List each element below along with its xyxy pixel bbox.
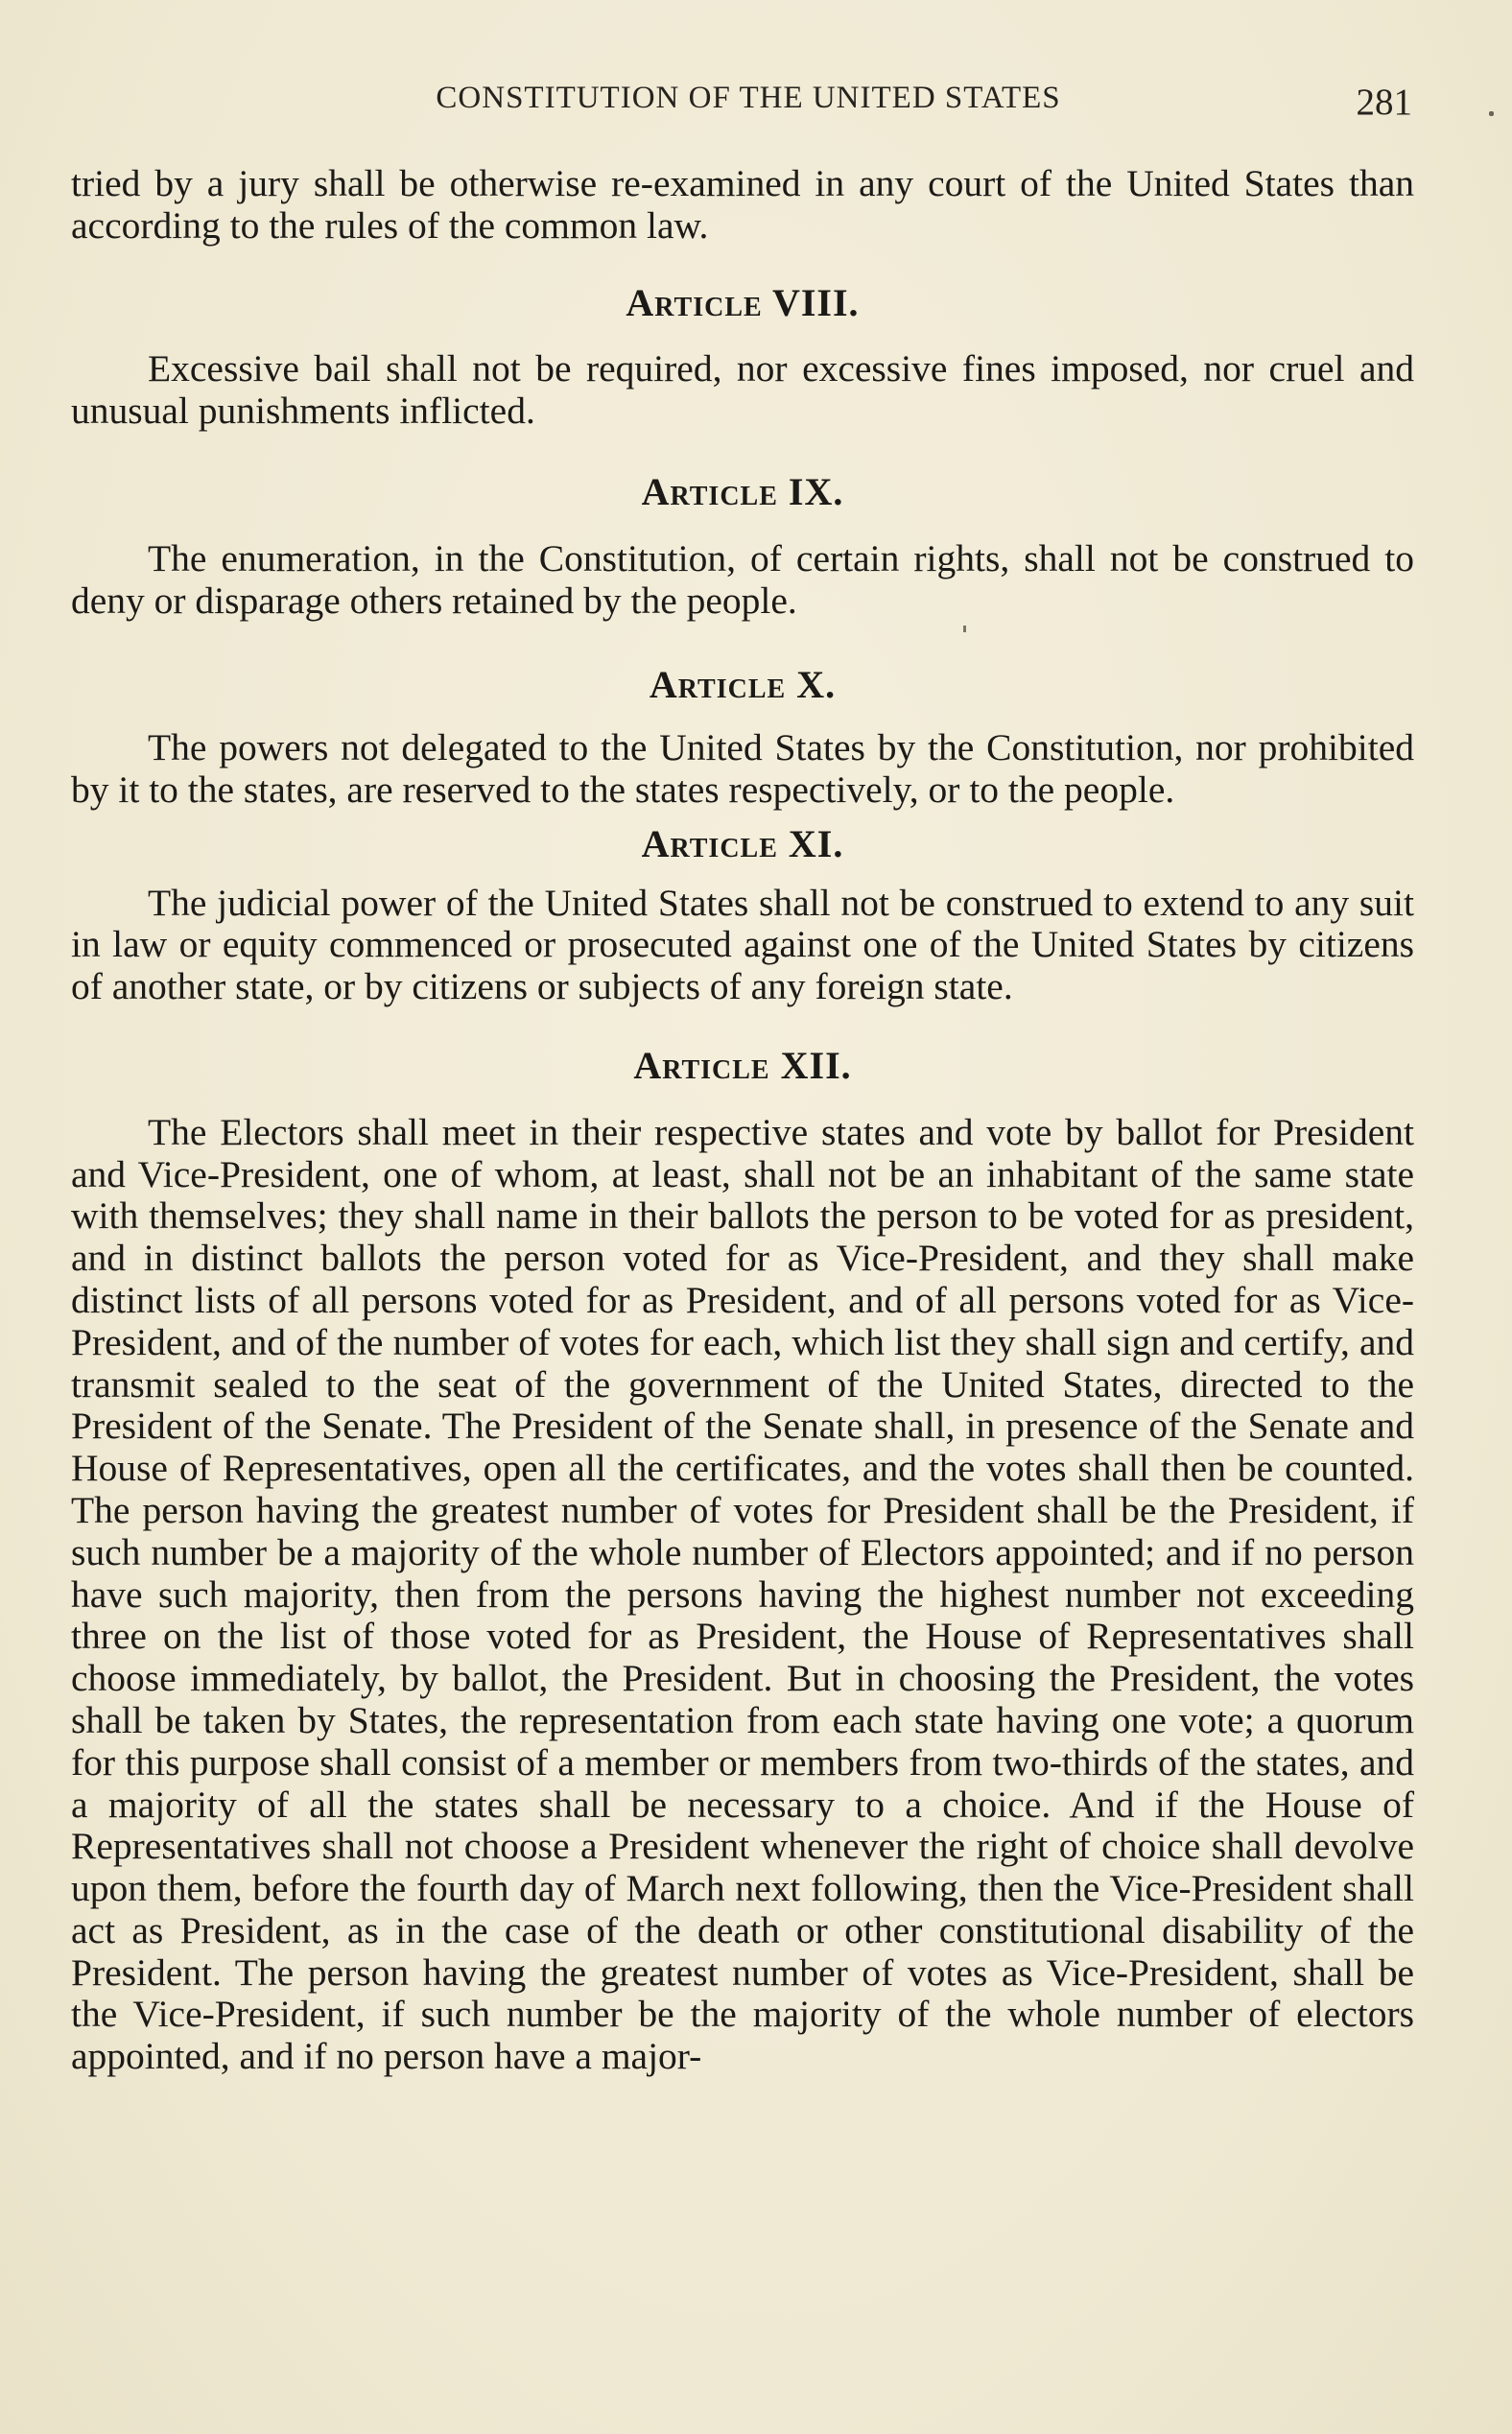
body-text	[71, 163, 1414, 2078]
article-viii-heading: Article VIII.	[626, 280, 860, 324]
article-viii-text: Excessive bail shall not be required, nor excessive fines imposed, nor cruel and unusual punishments inflicted.	[71, 347, 1414, 433]
paper-speck	[963, 626, 966, 632]
running-head: CONSTITUTION OF THE UNITED STATES	[436, 81, 1061, 115]
page-number: 281	[1356, 82, 1412, 123]
article-xii-text: The Electors shall meet in their respective states and vote by ballot for President and Vice-President, one of whom, at least, shall not be an inhabitant of the same state with themselves; they shall name in their ballots the person to be voted for as president, and in distinct ballots the person voted for as Vice-President, and they shall make distinct lists of all persons voted for as President, and of all persons voted for as Vice-President, and of the number of votes for each, which list they shall sign and certify, and transmit sealed to the seat of the government of the United States, directed to the President of the Senate. The President of the Senate shall, in presence of the Senate and House of Representatives, open all the certificates, and the votes shall then be counted. The person having the greatest number of votes for President shall be the President, if such number be a majority of the whole number of Electors appointed; and if no person have such majority, then from the persons having the highest number not exceeding three on the list of those voted for as President, the House of Representatives shall choose immediately, by ballot, the President. But in choosing the President, the votes shall be taken by States, the representation from each state having one vote; a quorum for this purpose shall consist of a member or members from two-thirds of the states, and a majority of all the states shall be necessary to a choice. And if the House of Representatives shall not choose a President whenever the right of choice shall devolve upon them, before the fourth day of March next following, then the Vice-President shall act as President, as in the case of the death or other constitutional disability of the President. The person having the greatest number of votes as Vice-President, shall be the Vice-President, if such number be the majority of the whole number of electors appointed, and if no person have a major-	[71, 1110, 1414, 2078]
paper-edge-mark	[1489, 111, 1494, 116]
article-xii-heading: Article XII.	[633, 1043, 852, 1087]
article-ix-heading: Article IX.	[641, 469, 844, 513]
article-ix-text: The enumeration, in the Constitution, of certain rights, shall not be construed to deny or disparage others retained by the people.	[71, 536, 1414, 622]
article-xi-heading: Article XI.	[641, 821, 844, 865]
continued-paragraph: tried by a jury shall be otherwise re-examined in any court of the United States than according to the rules of the common law.	[71, 162, 1414, 247]
article-xi-text: The judicial power of the United States shall not be construed to extend to any suit in law or equity commenced or prosecuted against one of the United States by citizens of another state, or by citizens or subjects of any foreign state.	[71, 881, 1414, 1008]
article-x-heading: Article X.	[649, 663, 837, 707]
article-x-text: The powers not delegated to the United States by the Constitution, nor prohibited by it to the states, are reserved to the states respectively, or to the people.	[71, 726, 1414, 811]
